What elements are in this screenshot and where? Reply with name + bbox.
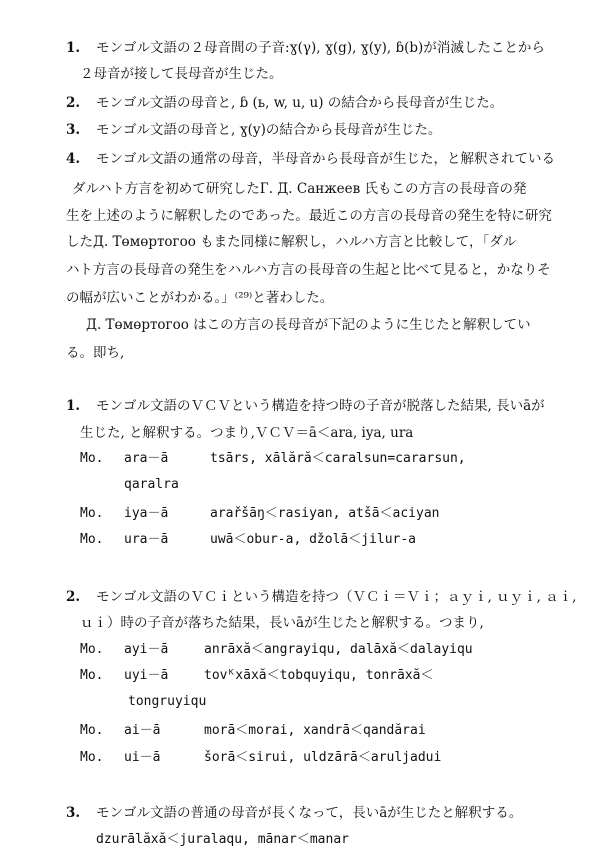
mo-label: Mo. (80, 723, 104, 738)
mo-example: morā＜morai, xandrā＜qandărai (204, 723, 426, 738)
paragraph-line: る。即ち, (66, 345, 125, 361)
text-line: ｕｉ）時の子音が落ちた結果，長いāが生じたと解釈する。つまり, (80, 615, 484, 631)
item-number: 3. (66, 805, 81, 821)
paragraph-line: Д. Төмөртогоо はこの方言の長母音が下記のように生じたと解釈してい (86, 317, 531, 333)
mo-example: qaralra (124, 477, 179, 492)
mo-example: arařšāŋ＜rasiyan, atšā＜aciyan (210, 506, 440, 521)
text-line: 生じた, と解釈する。つまり,ＶＣＶ＝ā＜ara, iya, ura (80, 425, 414, 441)
mo-pair: ayi－ā (124, 642, 169, 657)
mo-label: Mo. (80, 668, 104, 683)
text-line: ２母音が接して長母音が生じた。 (80, 66, 283, 82)
item-number: 3. (66, 122, 81, 138)
paragraph-line: ハト方言の長母音の発生をハルハ方言の長母音の生起と比べて見ると，かなりそ (66, 262, 551, 278)
item-number: 2. (66, 95, 81, 111)
item-number: 1. (66, 40, 81, 56)
item-number: 1. (66, 398, 81, 414)
paragraph-line: 生を上述のように解釈したのであった。最近この方言の長母音の発生を特に研究 (66, 208, 552, 224)
text-line: モンゴル文語の２母音間の子音:ɣ(γ), ɣ(g), ɣ(y), ɓ(b)が消滅したことから (96, 40, 545, 56)
mo-example: uwā＜obur-a, džolā＜jilur-a (210, 532, 417, 547)
mo-label: Mo. (80, 642, 104, 657)
text-line: モンゴル文語の普通の母音が長くなって，長いāが生じたと解釈する。 (96, 805, 523, 821)
mo-example: šorā＜sirui, uldzārā＜aruljadui (204, 750, 442, 765)
text-line: モンゴル文語のＶＣｉという構造を持つ（ＶＣｉ＝Ｖｉ；ａｙｉ, ｕｙｉ, ａｉ, (96, 589, 577, 605)
mo-label: Mo. (80, 451, 104, 466)
text-line: モンゴル文語の通常の母音，半母音から長母音が生じた，と解釈されている (96, 151, 555, 167)
paragraph-line: ダルハト方言を初めて研究したГ. Д. Санжеев 氏もこの方言の長母音の発 (72, 181, 527, 197)
mo-example: anrāxă＜angrayiqu, dalāxă＜dalayiqu (204, 642, 473, 657)
mo-example: tongruyiqu (128, 694, 207, 709)
mo-pair: iya－ā (124, 506, 169, 521)
mo-pair: ai－ā (124, 723, 161, 738)
mo-label: Mo. (80, 506, 104, 521)
mo-label: Mo. (80, 532, 104, 547)
mo-pair: ara－ā (124, 451, 169, 466)
mo-example: tovᴷxāxă＜tobquyiqu, tonrāxă＜ (204, 668, 434, 683)
mo-example: dzurālăxă＜juralaqu, mānar＜manar (96, 832, 349, 847)
mo-pair: uyi－ā (124, 668, 169, 683)
mo-pair: ui－ā (124, 750, 161, 765)
mo-pair: ura－ā (124, 532, 169, 547)
item-number: 2. (66, 589, 81, 605)
paragraph-line: したД. Төмөртогоо もまた同様に解釈し，ハルハ方言と比較して，「ダル (66, 234, 517, 250)
mo-example: tsārs, xālără＜caralsun=cararsun, (210, 451, 466, 466)
item-number: 4. (66, 151, 81, 167)
text-line: モンゴル文語の母音と, ɣ(y)の結合から長母音が生じた。 (96, 122, 442, 138)
paragraph-line: の幅が広いことがわかる。」⁽²⁹⁾と著わした。 (66, 290, 334, 306)
text-line: モンゴル文語の母音と, ɓ (ь, w, u, u) の結合から長母音が生じた。 (96, 95, 504, 111)
text-line: モンゴル文語のＶＣＶという構造を持つ時の子音が脱落した結果, 長いāが (96, 398, 545, 414)
mo-label: Mo. (80, 750, 104, 765)
